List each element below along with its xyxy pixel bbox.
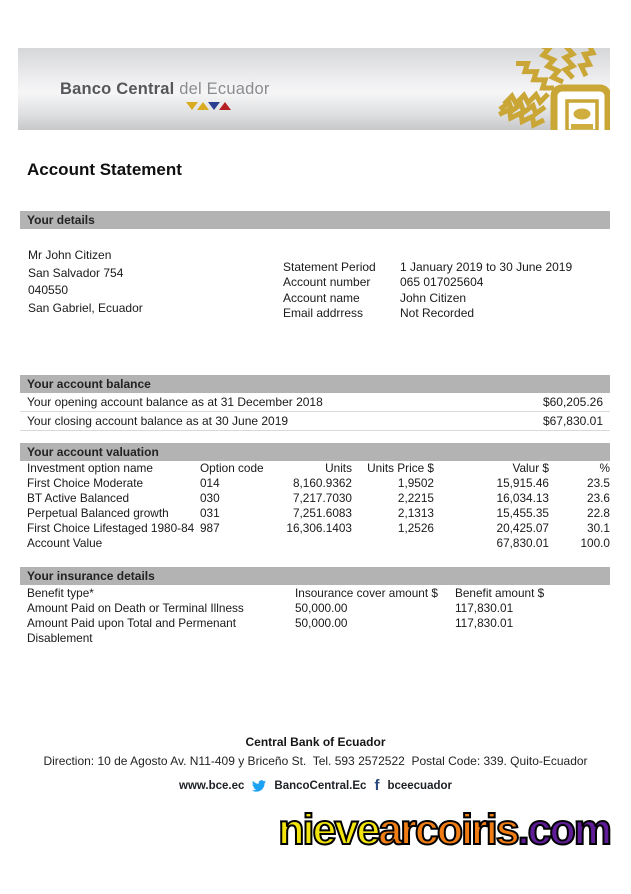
inca-sun-icon [470, 48, 610, 130]
benefit-type: Amount Paid upon Total and Permenant Disablement [27, 616, 236, 645]
percent: 30.1 [587, 521, 610, 535]
units: 7,217.7030 [292, 491, 352, 505]
percent: 23.6 [587, 491, 610, 505]
flag-triangle-red-icon [219, 102, 231, 110]
percent: 100.0 [580, 536, 610, 550]
section-heading-your-details: Your details [20, 211, 610, 229]
footer-social-row [0, 777, 631, 794]
footer [0, 735, 631, 792]
address-line: Mr John Citizen [28, 248, 112, 262]
section-heading-account-balance: Your account balance [20, 375, 610, 393]
valuation-header-row [27, 461, 610, 476]
watermark-segment: arcoiris [378, 806, 518, 854]
watermark-segment: nieve [278, 806, 379, 854]
twitter-icon [252, 780, 266, 792]
field-account-name [283, 291, 572, 306]
units [275, 536, 352, 551]
investment-name: BT Active Balanced [27, 491, 130, 505]
field-label: Statement Period [283, 260, 376, 274]
benefit-type: Amount Paid on Death or Terminal Illness [27, 601, 244, 615]
table-row [27, 491, 610, 506]
table-row [27, 521, 610, 536]
bank-logo [60, 80, 270, 99]
option-code: 987 [200, 521, 220, 535]
facebook-handle-link[interactable]: bceecuador [387, 780, 452, 792]
cover-amount: 50,000.00 [295, 601, 348, 615]
facebook-icon: f [374, 777, 380, 794]
watermark-brand [0, 806, 610, 855]
column-header: Insourance cover amount $ [295, 586, 438, 600]
table-row [27, 601, 610, 616]
watermark-segment: .com [517, 806, 610, 854]
column-header: Valur $ [512, 461, 549, 475]
column-header: Benefit type* [27, 586, 94, 600]
field-value: 065 017025604 [400, 275, 484, 290]
section-heading-account-valuation: Your account valuation [20, 443, 610, 461]
field-value: Not Recorded [400, 305, 475, 320]
percent: 23.5 [587, 476, 610, 490]
value: 15,455.35 [496, 506, 549, 520]
units: 7,251.6083 [292, 506, 352, 520]
balance-label: Your opening account balance as at 31 December 2018 [27, 395, 323, 409]
investment-name: First Choice Lifestaged 1980-84 [27, 521, 195, 535]
column-header: Benefit amount $ [455, 586, 545, 600]
option-code: 031 [200, 506, 220, 520]
cover-amount: 50,000.00 [295, 616, 348, 630]
units: 8,160.9362 [292, 476, 352, 490]
benefit-amount: 117,830.01 [455, 601, 514, 615]
unit-price: 1,9502 [397, 476, 434, 490]
option-code [200, 536, 275, 551]
balance-section [20, 393, 610, 431]
customer-address-block [28, 247, 143, 317]
closing-balance-row [20, 412, 610, 431]
bank-header-banner [18, 48, 610, 130]
unit-price [352, 536, 434, 551]
units: 16,306.1403 [286, 521, 352, 535]
account-fields-block [283, 260, 572, 321]
balance-amount: $67,830.01 [542, 414, 603, 428]
insurance-header-row [27, 586, 610, 601]
address-line: 040550 [28, 283, 69, 297]
field-label: Account number [283, 275, 371, 290]
investment-name: Perpetual Balanced growth [27, 506, 169, 520]
option-code: 030 [200, 491, 220, 505]
column-header: % [599, 461, 610, 475]
insurance-table [27, 586, 610, 646]
investment-name: Account Value [27, 536, 103, 550]
address-line: San Salvador 754 [28, 265, 124, 280]
benefit-amount: 117,830.01 [455, 616, 514, 630]
percent: 22.8 [587, 506, 610, 520]
twitter-handle-link[interactable]: BancoCentral.Ec [274, 780, 367, 792]
footer-address-line: Direction: 10 de Agosto Av. N11-409 y Briceño St. Tel. 593 2572522 Postal Code: 339. Quito-Ecuador [43, 754, 588, 768]
address-line: San Gabriel, Ecuador [28, 300, 143, 315]
column-header: Units [325, 461, 352, 475]
option-code: 014 [200, 476, 220, 490]
value: 67,830.01 [496, 536, 549, 550]
unit-price: 1,2526 [397, 521, 434, 535]
bank-logo-bold-text: Banco Central [60, 80, 175, 98]
field-statement-period [283, 260, 572, 275]
bank-logo-light-text: del Ecuador [179, 80, 270, 98]
field-label: Email addrress [283, 305, 364, 320]
field-account-number [283, 275, 572, 290]
value: 16,034.13 [496, 491, 549, 505]
account-value-row [27, 536, 610, 551]
field-label: Account name [283, 290, 360, 305]
unit-price: 2,2215 [397, 491, 434, 505]
value: 20,425.07 [496, 521, 549, 535]
table-row [27, 616, 610, 646]
field-email-address [283, 306, 572, 321]
field-value: John Citizen [400, 290, 467, 305]
balance-amount: $60,205.26 [542, 395, 603, 409]
page-title: Account Statement [27, 160, 182, 179]
table-row [27, 476, 610, 491]
valuation-table [27, 461, 610, 551]
footer-bank-name: Central Bank of Ecuador [245, 735, 386, 749]
column-header: Option code [200, 461, 264, 475]
column-header: Units Price $ [367, 461, 434, 475]
unit-price: 2,1313 [397, 506, 434, 520]
column-header: Investment option name [27, 461, 153, 475]
table-row [27, 506, 610, 521]
investment-name: First Choice Moderate [27, 476, 144, 490]
value: 15,915.46 [496, 476, 549, 490]
field-value: 1 January 2019 to 30 June 2019 [400, 260, 573, 274]
website-link[interactable]: www.bce.ec [179, 780, 245, 792]
balance-label: Your closing account balance as at 30 June 2019 [27, 414, 289, 428]
opening-balance-row [20, 393, 610, 412]
section-heading-insurance-details: Your insurance details [20, 567, 610, 585]
ecuador-flag-zigzag-icon [186, 102, 230, 110]
